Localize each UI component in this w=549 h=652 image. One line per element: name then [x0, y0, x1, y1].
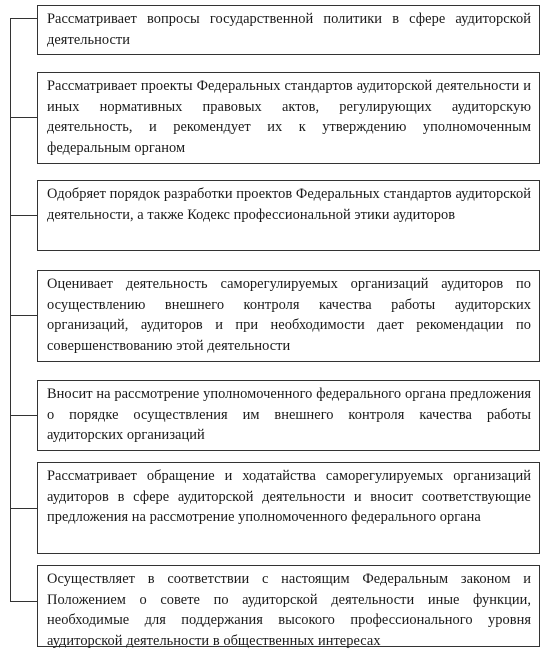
function-box-evaluation: Оценивает деятельность саморегулируемых организаций аудиторов по осуществлению внешнего контроля качества работы аудиторских организаций, аудиторов и при необходимости дает рекомендации по совершенствованию этой деятельности: [37, 270, 540, 362]
function-box-proposals: Вносит на рассмотрение уполномоченного федерального органа предложения о порядке осуществления им внешнего контроля качества работы аудиторских организаций: [37, 380, 540, 451]
connector-2: [10, 117, 38, 118]
connector-4: [10, 315, 38, 316]
connector-3: [10, 215, 38, 216]
function-box-approval: Одобряет порядок разработки проектов Федеральных стандартов аудиторской деятельности, а также Кодекс профессиональной этики аудиторов: [37, 180, 540, 251]
function-box-state-policy: Рассматривает вопросы государственной политики в сфере аудиторской деятельности: [37, 5, 540, 55]
function-box-petitions: Рассматривает обращение и ходатайства саморегулируемых организаций аудиторов в сфере аудиторской деятельности и вносит соответствующие предложения на рассмотрение уполномоченного федерального органа: [37, 462, 540, 554]
connector-1: [10, 18, 38, 19]
connector-6: [10, 508, 38, 509]
function-box-other-functions: Осуществляет в соответствии с настоящим Федеральным законом и Положением о совете по аудиторской деятельности иные функции, необходимые для поддержания высокого профессионального уровня аудиторской деятельности в общественных интересах: [37, 565, 540, 647]
vertical-connector-line: [10, 18, 11, 601]
connector-7: [10, 601, 38, 602]
function-box-standards-review: Рассматривает проекты Федеральных стандартов аудиторской деятельности и иных нормативных правовых актов, регулирующих аудиторскую деятельность, и рекомендует их к утверждению уполномоченным федеральным органом: [37, 72, 540, 164]
connector-5: [10, 415, 38, 416]
